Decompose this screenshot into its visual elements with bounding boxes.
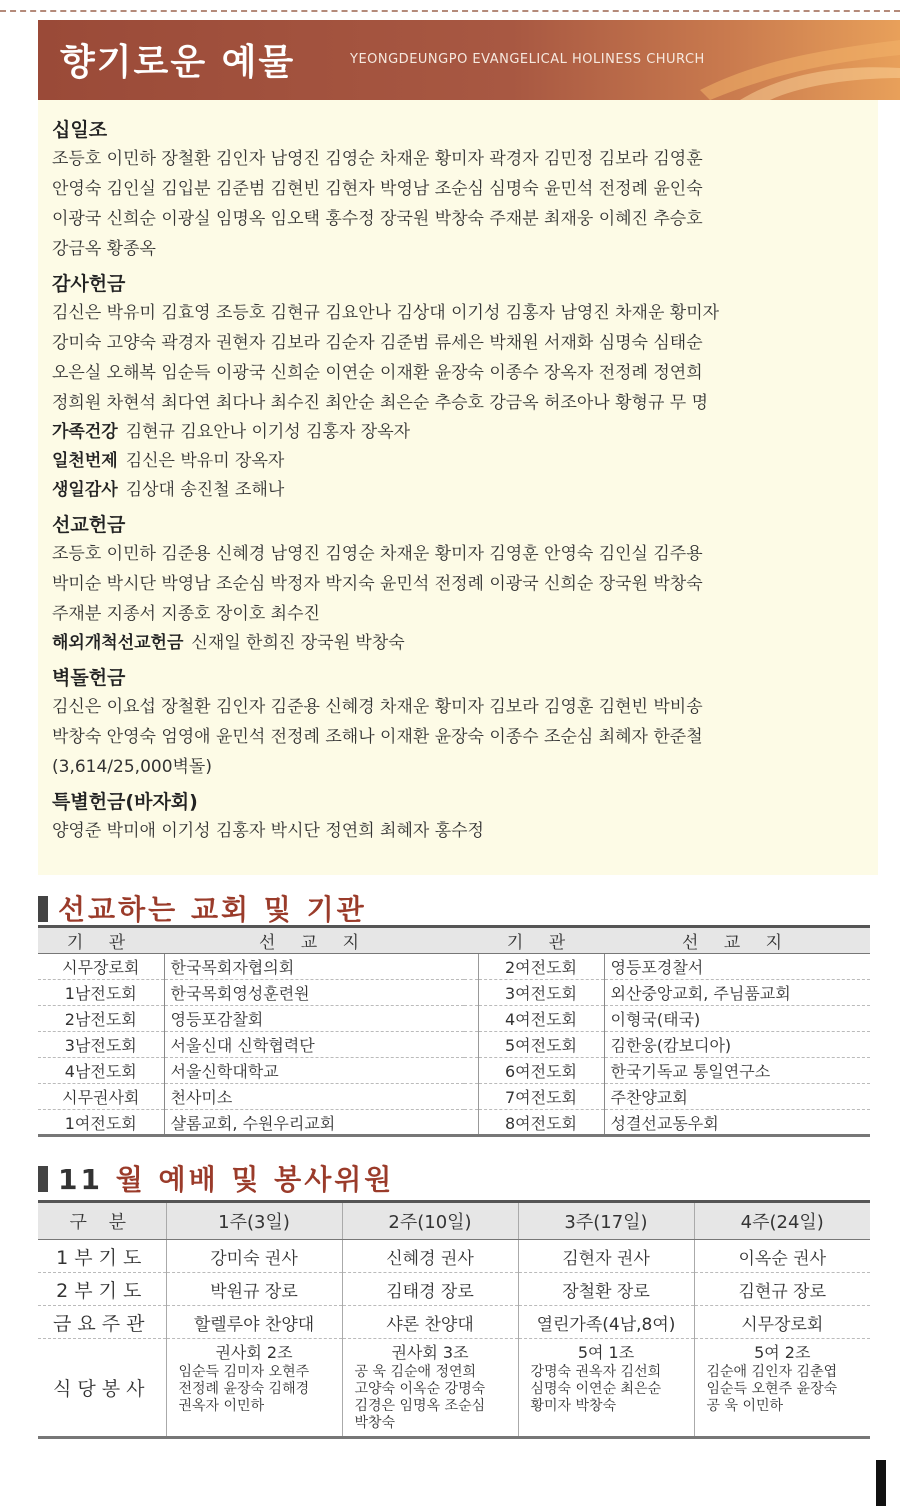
table-row [38,1306,870,1339]
place-cell: 성결선교동우회 [604,1110,870,1136]
name-line: 공 욱 이민하 [706,1398,784,1414]
heading-bar [38,896,48,922]
duty-cell: 시무장로회 [694,1306,870,1339]
meal-names [695,1364,871,1419]
org-cell: 8여전도회 [478,1110,604,1136]
header-week: 1주(3일) [166,1202,342,1240]
table-row [38,1339,870,1438]
header-banner [38,20,900,100]
mission-section-title: 선교하는 교회 및 기관 [58,893,367,926]
row-label: 1부기도 [38,1240,166,1273]
header-gap [464,927,478,954]
org-cell: 1남전도회 [38,980,164,1006]
name-line: 강미숙 고양숙 곽경자 권현자 김보라 김순자 김준범 류세은 박채원 서재화 심명숙 심태순 [52,333,703,353]
overseas-mission-names: 신재일 한희진 장국원 박창숙 [191,633,405,653]
name-line: 박창숙 [354,1415,396,1431]
duty-cell: 이옥순 권사 [694,1240,870,1273]
org-cell: 시무권사회 [38,1084,164,1110]
org-cell: 4여전도회 [478,1006,604,1032]
daily-offering-label: 일천번제 [52,451,118,471]
duty-cell: 할렐루야 찬양대 [166,1306,342,1339]
worship-table-header [38,1202,870,1240]
meal-names [167,1364,342,1419]
duty-cell: 신혜경 권사 [342,1240,518,1273]
name-line: 주재분 지종서 지종호 장이호 최수진 [52,604,320,624]
header-category: 구 분 [38,1202,166,1240]
place-cell: 샬롬교회, 수원우리교회 [164,1110,464,1136]
birthday-row [52,476,852,505]
table-row [38,1240,870,1273]
family-health-row [52,418,852,447]
church-name: YEONGDEUNGPO EVANGELICAL HOLINESS CHURCH [350,52,705,67]
row-label: 2부기도 [38,1273,166,1306]
name-line: 김신은 박유미 김효영 조등호 김현규 김요안나 김상대 이기성 김홍자 남영진 차재운 황미자 [52,303,720,323]
header-org: 기 관 [478,927,604,954]
duty-cell: 장철환 장로 [518,1273,694,1306]
place-cell: 주찬양교회 [604,1084,870,1110]
name-line: 정희원 차현석 최다연 최다나 최수진 최안순 최은순 추승호 강금옥 허조아나 황형규 무 명 [52,393,709,413]
place-cell: 한국목회자협의회 [164,954,464,980]
org-cell: 3남전도회 [38,1032,164,1058]
gap-cell [464,1032,478,1058]
mission-offering-title: 선교헌금 [52,514,126,536]
duty-cell: 강미숙 권사 [166,1240,342,1273]
duty-cell: 김태경 장로 [342,1273,518,1306]
duty-cell: 샤론 찬양대 [342,1306,518,1339]
place-cell: 서울신학대학교 [164,1058,464,1084]
header-week: 2주(10일) [342,1202,518,1240]
daily-offering-names: 김신은 박유미 장옥자 [125,451,285,471]
duty-cell: 박원규 장로 [166,1273,342,1306]
meal-cell [694,1339,870,1438]
header-week: 3주(17일) [518,1202,694,1240]
thanks-names [52,298,852,418]
mission-table [38,925,870,1137]
name-line: 고양숙 이옥순 강명숙 [354,1381,486,1397]
family-health-names: 김현규 김요안나 이기성 김홍자 장옥자 [125,422,411,442]
header-place: 선 교 지 [164,927,464,954]
table-row [38,1032,870,1058]
brick-title: 벽돌헌금 [52,667,126,689]
table-row [38,1110,870,1136]
worship-section-heading [38,1158,394,1198]
heading-bar [38,1166,48,1192]
name-line: 김순애 김인자 김춘엽 [706,1364,838,1380]
tithe-names [52,144,852,264]
worship-section-title: 월 예배 및 봉사위원 [115,1163,395,1196]
name-line: 임순득 오현주 윤장숙 [706,1381,838,1397]
meal-names [343,1364,518,1436]
name-line: 박미순 박시단 박영남 조순심 박정자 박지숙 윤민석 전정례 이광국 신희순 장국원 박창숙 [52,574,703,594]
gap-cell [464,1110,478,1136]
worship-table [38,1200,870,1439]
name-line: 공 욱 김순애 정연희 [354,1364,477,1380]
org-cell: 7여전도회 [478,1084,604,1110]
month-number: 11 [58,1163,103,1196]
banner-swoosh-decoration [700,20,900,100]
place-cell: 김한웅(캄보디아) [604,1032,870,1058]
birthday-label: 생일감사 [52,480,118,500]
name-line: 전정례 윤장숙 김해경 [178,1381,310,1397]
place-cell: 서울신대 신학협력단 [164,1032,464,1058]
gap-cell [464,980,478,1006]
header-week: 4주(24일) [694,1202,870,1240]
brick-count: (3,614/25,000벽돌) [52,757,212,777]
name-line: 권옥자 이민하 [178,1398,265,1414]
top-dashed-border [0,0,900,12]
meal-group: 5여 1조 [577,1343,635,1362]
place-cell: 영등포경찰서 [604,954,870,980]
gap-cell [464,1084,478,1110]
table-row [38,980,870,1006]
page-edge-mark [876,1460,886,1506]
special-title: 특별헌금(바자회) [52,791,198,813]
table-row [38,1058,870,1084]
org-cell: 6여전도회 [478,1058,604,1084]
name-line: 강금옥 황종옥 [52,239,156,259]
place-cell: 영등포감찰회 [164,1006,464,1032]
place-cell: 외산중앙교회, 주님품교회 [604,980,870,1006]
name-line: 양영준 박미애 이기성 김홍자 박시단 정연희 최혜자 홍수정 [52,821,484,841]
meal-cell [166,1339,342,1438]
overseas-mission-row [52,629,852,658]
name-line: 강명숙 권옥자 김선희 [530,1364,662,1380]
name-line: 임순득 김미자 오현주 [178,1364,310,1380]
duty-cell: 열린가족(4남,8여) [518,1306,694,1339]
name-line: 황미자 박창숙 [530,1398,617,1414]
brick-names [52,692,852,782]
org-cell: 3여전도회 [478,980,604,1006]
family-health-label: 가족건강 [52,422,118,442]
name-line: 조등호 이민하 김준용 신혜경 남영진 김영순 차재운 황미자 김영훈 안영숙 김인실 김주용 [52,544,703,564]
name-line: 조등호 이민하 장철환 김인자 남영진 김영순 차재운 황미자 곽경자 김민정 김보라 김영훈 [52,149,703,169]
org-cell: 4남전도회 [38,1058,164,1084]
org-cell: 2남전도회 [38,1006,164,1032]
row-label: 금요주관 [38,1306,166,1339]
name-line: 김경은 임명옥 조순심 [354,1398,486,1414]
gap-cell [464,954,478,980]
name-line: 심명숙 이연순 최은순 [530,1381,662,1397]
name-line: 박창숙 안영숙 엄영애 윤민석 전정례 조해나 이재환 윤장숙 이종수 조순심 최혜자 한준철 [52,727,703,747]
meal-cell [342,1339,518,1438]
meal-names [519,1364,694,1419]
name-line: 이광국 신희순 이광실 임명옥 임오택 홍수정 장국원 박창숙 주재분 최재웅 이혜진 추승호 [52,209,703,229]
mission-table-header [38,927,870,954]
meal-group: 권사회 3조 [391,1343,469,1362]
gap-cell [464,1006,478,1032]
gap-cell [464,1058,478,1084]
special-names [52,816,852,846]
table-row [38,1273,870,1306]
row-label: 식당봉사 [38,1339,166,1438]
meal-group: 권사회 2조 [215,1343,293,1362]
table-row [38,1084,870,1110]
offering-section [38,100,878,875]
meal-group: 5여 2조 [754,1343,811,1362]
table-row [38,954,870,980]
name-line: 오은실 오해복 임순득 이광국 신희순 이연순 이재환 윤장숙 이종수 장옥자 전정례 정연희 [52,363,703,383]
meal-cell [518,1339,694,1438]
mission-offering-names [52,539,852,629]
org-cell: 5여전도회 [478,1032,604,1058]
mission-section-heading [38,888,367,928]
place-cell: 이형국(태국) [604,1006,870,1032]
header-org: 기 관 [38,927,164,954]
header-place: 선 교 지 [604,927,870,954]
place-cell: 한국기독교 통일연구소 [604,1058,870,1084]
table-row [38,1006,870,1032]
org-cell: 2여전도회 [478,954,604,980]
org-cell: 시무장로회 [38,954,164,980]
name-line: 김신은 이요섭 장철환 김인자 김준용 신혜경 차재운 황미자 김보라 김영훈 김현빈 박비송 [52,697,703,717]
overseas-mission-label: 해외개척선교헌금 [52,633,184,653]
tithe-title: 십일조 [52,119,108,141]
daily-offering-row [52,447,852,476]
page-title: 향기로운 예물 [60,42,296,83]
duty-cell: 김현규 장로 [694,1273,870,1306]
place-cell: 한국목회영성훈련원 [164,980,464,1006]
org-cell: 1여전도회 [38,1110,164,1136]
place-cell: 천사미소 [164,1084,464,1110]
name-line: 안영숙 김인실 김입분 김준범 김현빈 김현자 박영남 조순심 심명숙 윤민석 전정례 윤인숙 [52,179,703,199]
duty-cell: 김현자 권사 [518,1240,694,1273]
thanks-title: 감사헌금 [52,273,126,295]
birthday-names: 김상대 송진철 조해나 [125,480,285,500]
